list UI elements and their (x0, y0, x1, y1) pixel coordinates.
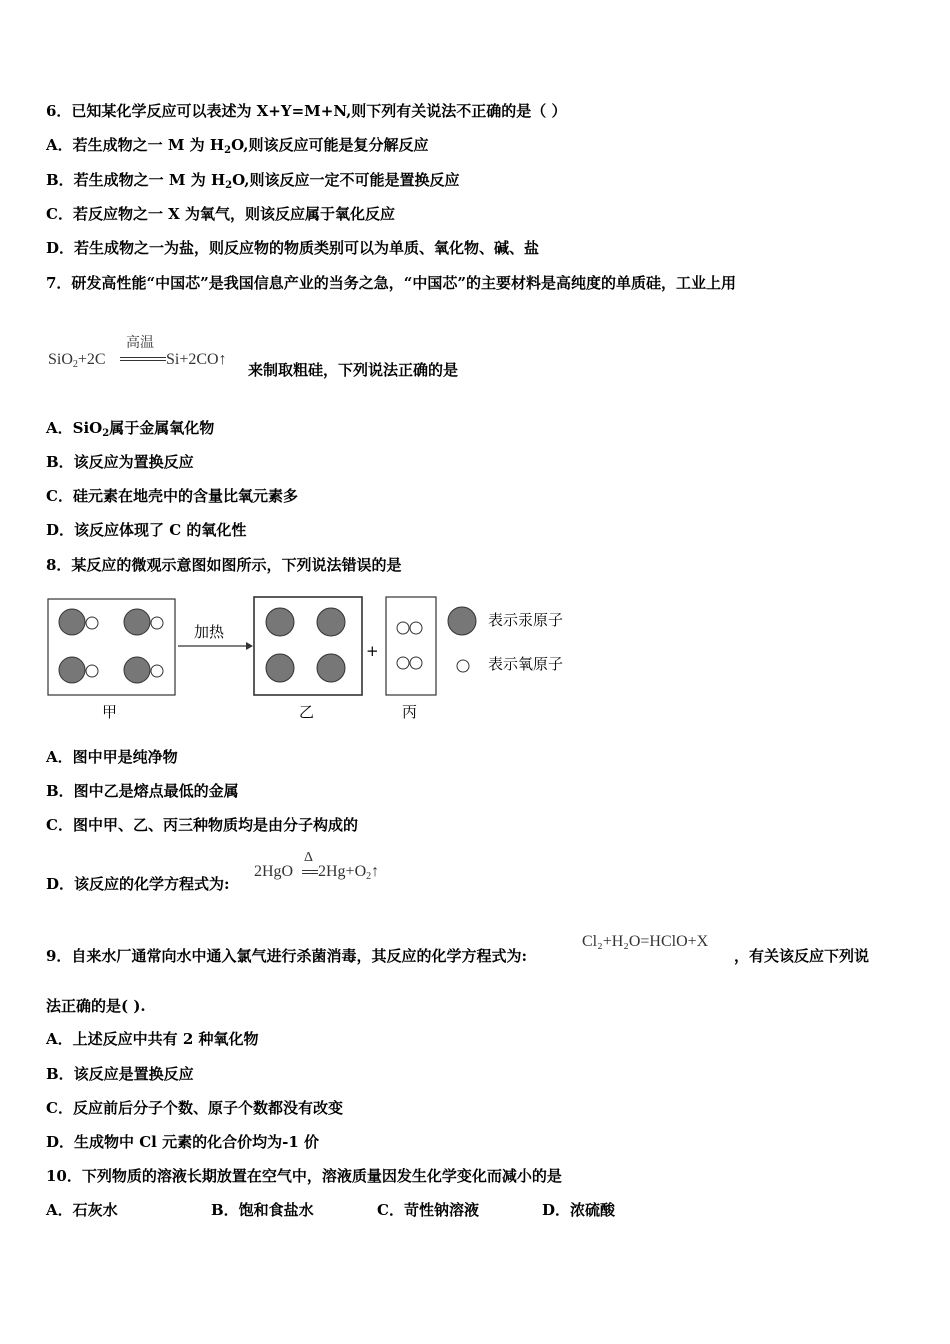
q9-stem-line2: 法正确的是( ). (46, 997, 146, 1015)
label-jia: 甲 (102, 703, 118, 721)
q10-option-a: A．石灰水 (46, 1201, 118, 1219)
o-atom (410, 657, 422, 669)
legend-hg-label: 表示汞原子 (488, 611, 564, 629)
o-atom (86, 617, 98, 629)
q8-stem: 8．某反应的微观示意图如图所示，下列说法错误的是 (46, 556, 402, 574)
hg-atom (317, 654, 345, 682)
o-atom (410, 622, 422, 634)
q7-eq-tail: 来制取粗硅，下列说法正确的是 (248, 361, 459, 379)
o-atom (151, 617, 163, 629)
q7-option-d: D．该反应体现了 C 的氧化性 (46, 521, 247, 539)
q6-option-b: B．若生成物之一 M 为 $H_2O$,则该反应一定不可能是置换反应 (46, 171, 460, 191)
q7-eq-condition: 高温 (126, 336, 154, 351)
q6-option-c: C．若反应物之一 X 为氧气，则该反应属于氧化反应 (46, 205, 396, 223)
q8-option-d: D．该反应的化学方程式为: 2HgO Δ $2Hg+O_2↑$ (46, 850, 380, 893)
hg-atom (124, 657, 150, 683)
o-atom (86, 665, 98, 677)
legend-o-label: 表示氧原子 (488, 655, 564, 673)
hg-atom (317, 608, 345, 636)
hg-atom (59, 657, 85, 683)
q7-eq-right: Si+2CO↑ (166, 351, 227, 368)
q8-micro-reaction-diagram (46, 592, 586, 724)
q9-option-c: C．反应前后分子个数、原子个数都没有改变 (46, 1099, 343, 1117)
legend-o-icon (457, 660, 469, 672)
q8-eq-equals (302, 870, 318, 874)
q7-eq-left: SiO$_2$+2C (48, 351, 106, 370)
q10-option-b: B．饱和食盐水 (211, 1201, 314, 1219)
q10-option-d: D．浓硫酸 (542, 1201, 616, 1219)
hg-atom (59, 609, 85, 635)
q6-option-d: D．若生成物之一为盐，则反应物的物质类别可以为单质、氧化物、碱、盐 (46, 239, 540, 257)
q7-option-c: C．硅元素在地壳中的含量比氧元素多 (46, 487, 298, 505)
arrow-label: 加热 (194, 623, 225, 641)
box-bing (386, 597, 436, 695)
q9-option-b: B．该反应是置换反应 (46, 1065, 194, 1083)
plus-sign: + (366, 642, 379, 660)
q8-eq-right: $2Hg+O_2↑$ (318, 863, 380, 882)
q6-stem: 6．已知某化学反应可以表述为 X+Y=M+N,则下列有关说法不正确的是（ ） (46, 102, 567, 120)
hg-atom (266, 608, 294, 636)
q7-stem: 7．研发高性能“中国芯”是我国信息产业的当务之急，“中国芯”的主要材料是高纯度的单质硅，工业上用 (46, 274, 736, 292)
q6-option-a: A．若生成物之一 M 为 $H_2O$,则该反应可能是复分解反应 (46, 136, 429, 156)
hg-atom (124, 609, 150, 635)
q8-option-a: A．图中甲是纯净物 (46, 748, 178, 766)
q9-option-a: A．上述反应中共有 2 种氧化物 (46, 1030, 259, 1048)
label-yi: 乙 (299, 703, 315, 721)
q7-option-a: A．SiO$_2$属于金属氧化物 (46, 419, 215, 439)
q10-stem: 10．下列物质的溶液长期放置在空气中，溶液质量因发生化学变化而减小的是 (46, 1167, 562, 1185)
o-atom (397, 657, 409, 669)
arrow-head (246, 642, 253, 650)
q8-eq-condition: Δ (304, 850, 314, 865)
q8-option-b: B．图中乙是熔点最低的金属 (46, 782, 239, 800)
q7-eq-equals (120, 357, 166, 361)
legend-hg-icon (448, 607, 476, 635)
q10-option-c: C．苛性钠溶液 (377, 1201, 479, 1219)
hg-atom (266, 654, 294, 682)
q9-equation: Cl₂+H₂O=HClO+X (582, 933, 709, 950)
q8-eq-left: 2HgO (254, 863, 294, 880)
o-atom (151, 665, 163, 677)
q9-stem: 9．自来水厂通常向水中通入氯气进行杀菌消毒，其反应的化学方程式为: Cl₂+H₂O=HClO+X ，有关该反应下列说 (46, 933, 870, 965)
q8-option-c: C．图中甲、乙、丙三种物质均是由分子构成的 (46, 816, 358, 834)
q9-option-d: D．生成物中 Cl 元素的化合价均为-1 价 (46, 1133, 319, 1151)
o-atom (397, 622, 409, 634)
label-bing: 丙 (402, 703, 418, 721)
q7-option-b: B．该反应为置换反应 (46, 453, 194, 471)
